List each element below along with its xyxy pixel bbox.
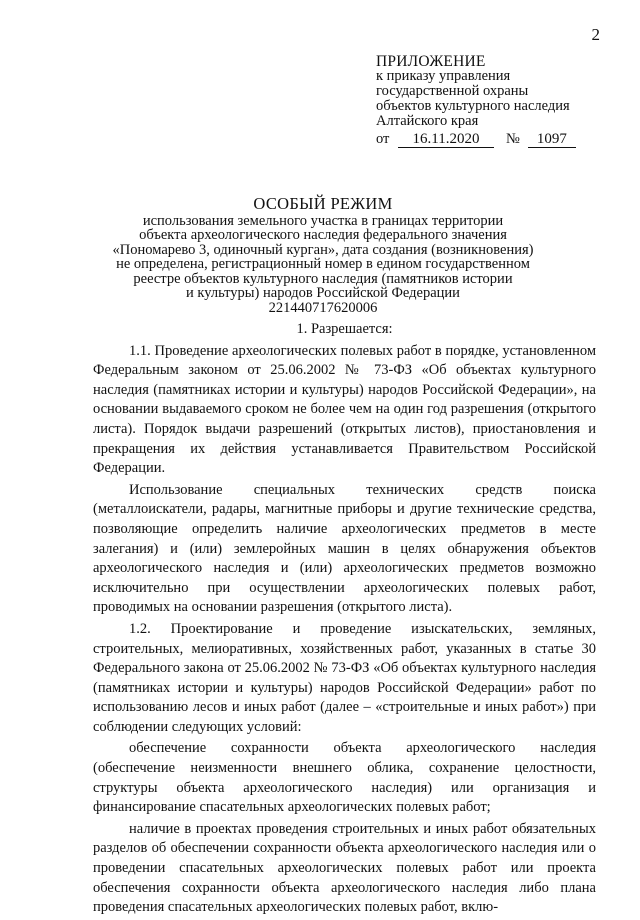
appendix-line: Алтайского края — [376, 113, 479, 129]
appendix-title: ПРИЛОЖЕНИЕ — [376, 53, 486, 70]
heading-line: использования земельного участка в границах территории — [142, 212, 504, 229]
heading-line: реестре объектов культурного наследия (памятников истории — [133, 270, 513, 287]
heading-line: и культуры) народов Российской Федерации — [186, 285, 460, 301]
heading-line: «Пономарево 3, одиночный курган», дата создания (возникновения) — [112, 241, 534, 258]
document-body — [93, 320, 596, 920]
appendix-line: государственной охраны — [376, 83, 529, 99]
paragraph: обеспечение сохранности объекта археологического наследия (обеспечение неизменности внешнего облика, сохранение целостности, структуры объекта археологического наследия) или организация и финансирование спасательных археологических полевых работ; — [93, 740, 596, 816]
heading-line: объекта археологического наследия федерального значения — [139, 227, 507, 243]
document-heading — [100, 194, 546, 316]
paragraph: наличие в проектах проведения строительных и иных работ обязательных разделов об обеспечении сохранности объекта археологического наследия или о проведении спасательных археологических полевых работ или проекта обеспечения сохранности объекта археологического наследия либо плана проведения спасательных археологических полевых работ, вклю- — [93, 820, 596, 916]
section-title: 1. Разрешается: — [296, 321, 393, 337]
paragraph: 1.2. Проектирование и проведение изыскательских, земляных, строительных, мелиоративных, хозяйственных работ, указанных в статье 30 Федерального закона от 25.06.2002 № 73-ФЗ «Об объектах культурного наследия (памятниках истории и культуры) народов Российской Федерации» работ по использованию лесов и иных работ (далее – «строительные и иных работ») при соблюдении следующих условий: — [93, 620, 596, 735]
appendix-block — [376, 54, 596, 148]
heading-line: не определена, регистрационный номер в едином государственном — [116, 256, 530, 272]
from-label: от — [376, 131, 390, 147]
paragraph: 1.1. Проведение археологических полевых работ в порядке, установленном Федеральным законом от 25.06.2002 № 73-ФЗ «Об объектах культурного наследия (памятниках истории и культуры) народов Российской Федерации», на основании выдаваемого сроком не более чем на один год разрешения (открытого листа). Порядок выдачи разрешений (открытых листов), приостановления и прекращения их действия устанавливается Правительством Российской Федерации. — [93, 342, 596, 477]
page-number: 2 — [591, 25, 600, 44]
order-number: 1097 — [528, 132, 576, 148]
paragraph: Использование специальных технических средств поиска (металлоискатели, радары, магнитные приборы и другие технические средства, позволяющие определить наличие археологических предметов в месте залегания) и (или) землеройных машин в целях обнаружения объектов археологического наследия и (или) археологических предметов возможно исключительно при осуществлении археологических полевых работ, проводимых на основании разрешения (открытого листа). — [93, 481, 596, 616]
heading-title: ОСОБЫЙ РЕЖИМ — [253, 194, 393, 213]
order-date-number-line — [376, 132, 596, 148]
registration-number: 221440717620006 — [268, 299, 378, 316]
order-date: 16.11.2020 — [398, 132, 494, 148]
appendix-line: объектов культурного наследия — [376, 98, 570, 114]
appendix-line: к приказу управления — [376, 68, 511, 84]
number-sign: № — [506, 131, 520, 147]
